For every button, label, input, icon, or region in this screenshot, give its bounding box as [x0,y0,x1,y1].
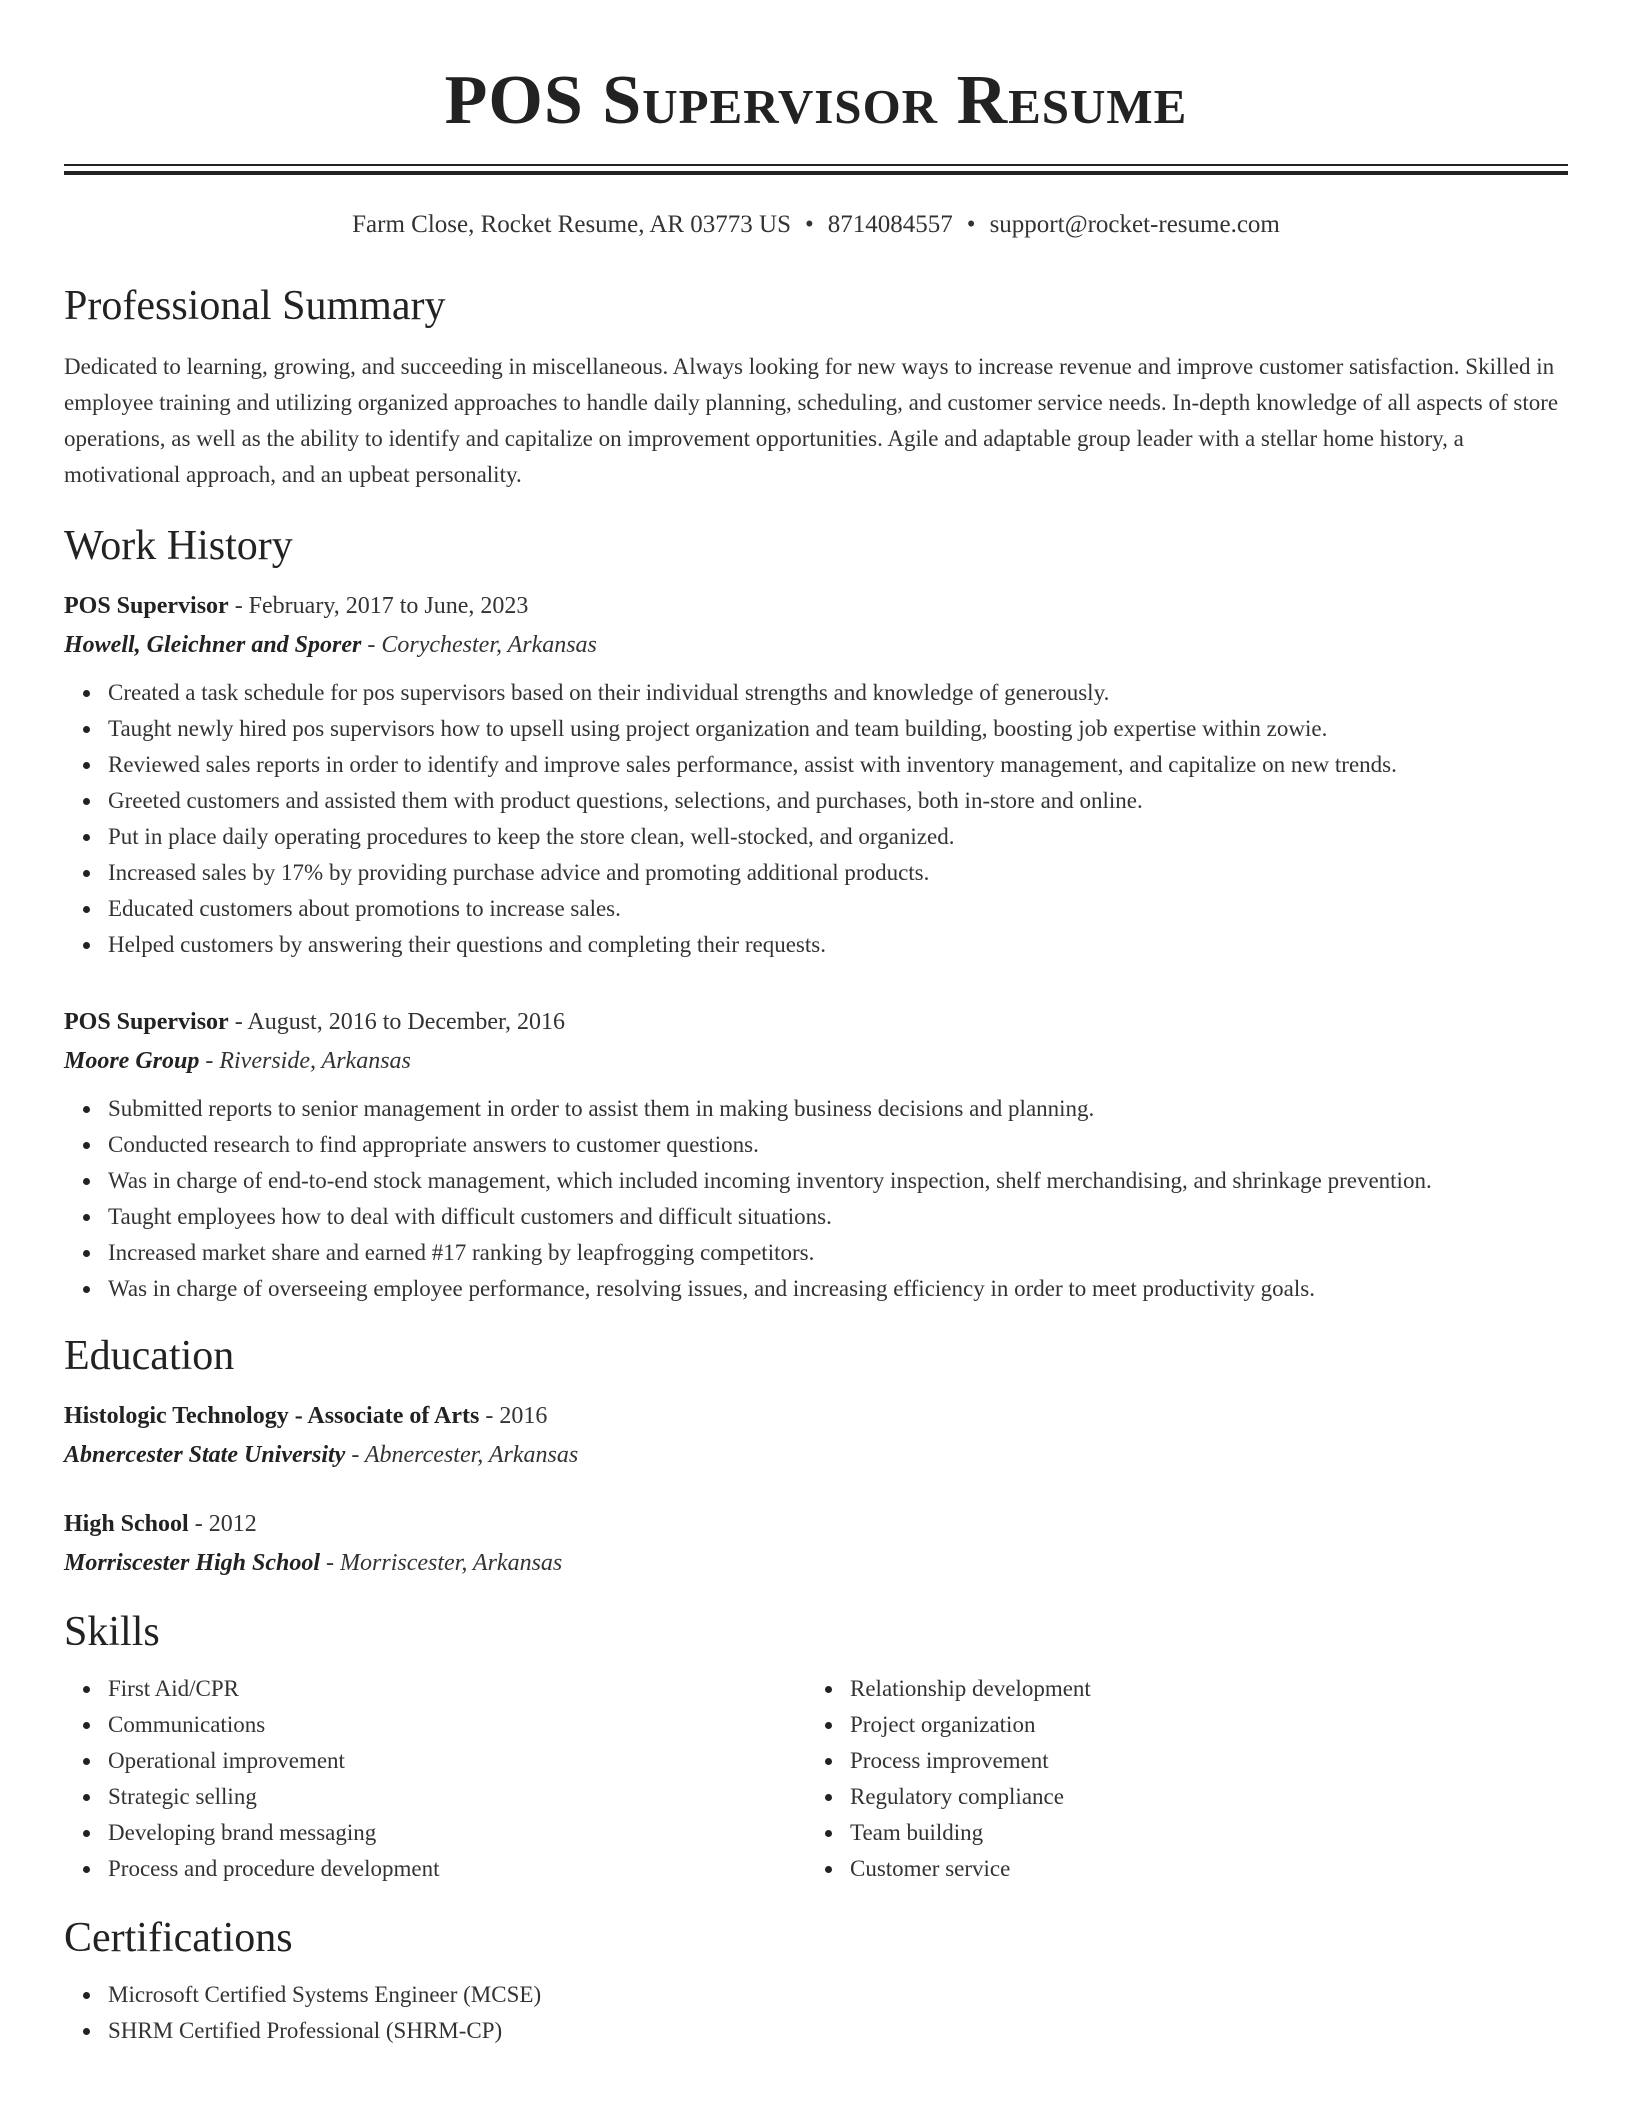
job-company: Howell, Gleichner and Sporer [64,632,362,658]
list-item: Put in place daily operating procedures to keep the store clean, well-stocked, and organized. [108,819,1568,855]
education-degree: High School [64,1511,189,1537]
education-school-line [64,1435,1568,1475]
education-school: Morriscester High School [64,1550,321,1576]
title-double-rule [64,164,1568,175]
job-title: POS Supervisor [64,1009,229,1035]
job-dates: - August, 2016 to December, 2016 [228,1009,566,1035]
skill-item: Process improvement [850,1743,1548,1779]
list-item: Was in charge of end-to-end stock management, which included incoming inventory inspection, shelf merchandising, and shrinkage prevention. [108,1163,1568,1199]
list-item: Educated customers about promotions to increase sales. [108,891,1568,927]
contact-line [64,209,1568,241]
skill-item: Developing brand messaging [108,1815,806,1851]
skill-item: Strategic selling [108,1779,806,1815]
section-heading-education: Education [64,1333,235,1379]
education-degree-line [64,1505,1568,1543]
contact-email: support@rocket-resume.com [989,211,1280,238]
job-company-line [64,625,1568,665]
certification-item: SHRM Certified Professional (SHRM-CP) [108,2013,1568,2049]
education-degree-line [64,1397,1568,1435]
list-item: Greeted customers and assisted them with product questions, selections, and purchases, both in-store and online. [108,783,1568,819]
job-title-line [64,587,1568,625]
section-heading-skills: Skills [64,1609,160,1655]
section-heading-summary: Professional Summary [64,283,446,329]
resume-page [64,0,1568,2049]
education-degree: Histologic Technology - Associate of Arts [64,1403,480,1429]
list-item: Submitted reports to senior management in order to assist them in making business decisions and planning. [108,1091,1568,1127]
list-item: Increased sales by 17% by providing purchase advice and promoting additional products. [108,855,1568,891]
list-item: Taught employees how to deal with difficult customers and difficult situations. [108,1199,1568,1235]
job-entry [64,587,1568,963]
skill-item: Communications [108,1707,806,1743]
list-item: Was in charge of overseeing employee performance, resolving issues, and increasing efficiency in order to meet productivity goals. [108,1271,1568,1307]
skills-list [64,1671,806,1887]
education-school-line [64,1543,1568,1583]
certifications-list [64,1977,1568,2049]
job-entry [64,1003,1568,1307]
job-title-line [64,1003,1568,1041]
skill-item: Team building [850,1815,1548,1851]
resume-title: POS Supervisor Resume [444,62,1188,139]
skill-item: Operational improvement [108,1743,806,1779]
education-entry [64,1505,1568,1583]
education-entry [64,1397,1568,1475]
skills-list [806,1671,1548,1887]
job-company-line [64,1041,1568,1081]
skill-item: Regulatory compliance [850,1779,1548,1815]
job-title: POS Supervisor [64,593,229,619]
section-heading-certifications: Certifications [64,1915,293,1961]
summary-text: Dedicated to learning, growing, and succeeding in miscellaneous. Always looking for new ways to increase revenue and improve customer satisfaction. Skilled in employee training and utilizing organized approaches to handle daily planning, scheduling, and customer service needs. In-depth knowledge of all aspects of store operations, as well as the ability to identify and capitalize on improvement opportunities. Agile and adaptable group leader with a stellar home history, a motivational approach, and an upbeat personality. [64,354,1559,487]
education-year: - 2016 [479,1403,548,1429]
education-school: Abnercester State University [64,1442,346,1468]
contact-address: Farm Close, Rocket Resume, AR 03773 US [352,211,792,238]
contact-separator: • [805,211,814,238]
list-item: Created a task schedule for pos supervisors based on their individual strengths and knowledge of generously. [108,675,1568,711]
skills-column-right [806,1671,1548,1887]
list-item: Helped customers by answering their questions and completing their requests. [108,927,1568,963]
skill-item: Process and procedure development [108,1851,806,1887]
job-bullet-list [64,675,1568,963]
contact-separator: • [966,211,976,238]
education-location: - Morriscester, Arkansas [320,1550,563,1576]
job-dates: - February, 2017 to June, 2023 [228,593,529,619]
skills-column-left [64,1671,806,1887]
section-heading-work-history: Work History [64,523,293,569]
skill-item: Project organization [850,1707,1548,1743]
education-location: - Abnercester, Arkansas [345,1442,579,1468]
contact-phone: 8714084557 [827,211,953,238]
certification-item: Microsoft Certified Systems Engineer (MCSE) [108,1977,1568,2013]
job-location: - Corychester, Arkansas [361,632,597,658]
skill-item: Customer service [850,1851,1548,1887]
job-bullet-list [64,1091,1568,1307]
skill-item: First Aid/CPR [108,1671,806,1707]
job-company: Moore Group [64,1048,200,1074]
list-item: Increased market share and earned #17 ranking by leapfrogging competitors. [108,1235,1568,1271]
job-location: - Riverside, Arkansas [199,1048,411,1074]
education-year: - 2012 [188,1511,257,1537]
skills-grid [64,1671,1568,1887]
skill-item: Relationship development [850,1671,1548,1707]
list-item: Taught newly hired pos supervisors how to upsell using project organization and team building, boosting job expertise within zowie. [108,711,1568,747]
list-item: Reviewed sales reports in order to identify and improve sales performance, assist with inventory management, and capitalize on new trends. [108,747,1568,783]
list-item: Conducted research to find appropriate answers to customer questions. [108,1127,1568,1163]
